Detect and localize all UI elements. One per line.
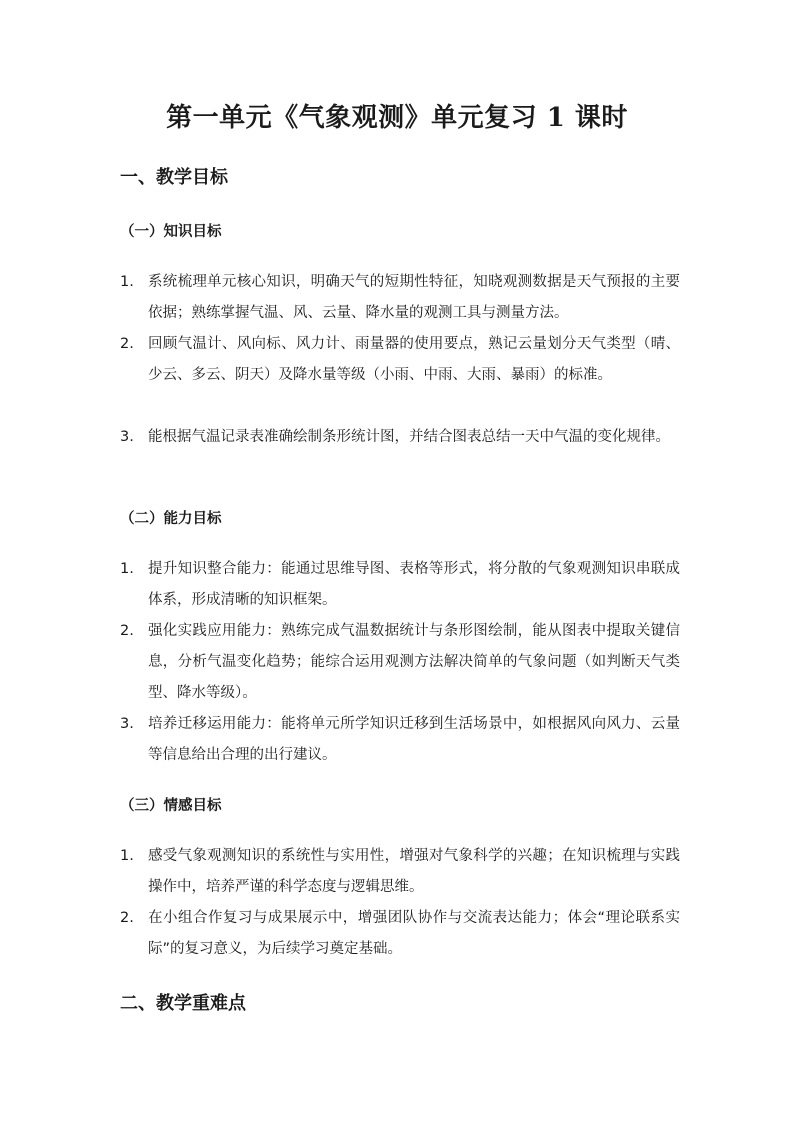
subheading-emotional-goals: （三）情感目标 [120, 797, 222, 814]
list-item-number: 3. [120, 716, 134, 732]
list-item [120, 422, 680, 453]
section-heading-teaching-goals: 一、教学目标 [120, 167, 228, 188]
list-item-text: 回顾气温计、风向标、风力计、雨量器的使用要点，熟记云量划分天气类型（晴、少云、多云、阴天）及降水量等级（小雨、中雨、大雨、暴雨）的标准。 [148, 336, 680, 383]
subheading-ability-goals: （二）能力目标 [120, 510, 222, 527]
list-item-number: 2. [120, 910, 134, 926]
list-item-number: 1. [120, 561, 134, 577]
list-item [120, 616, 680, 709]
list-item [120, 554, 680, 616]
list-item [120, 903, 680, 965]
list-item-number: 2. [120, 623, 134, 639]
subheading-knowledge-goals: （一）知识目标 [120, 223, 222, 240]
list-item-text: 能根据气温记录表准确绘制条形统计图，并结合图表总结一天中气温的变化规律。 [148, 429, 670, 445]
list-item-text: 提升知识整合能力：能通过思维导图、表格等形式，将分散的气象观测知识串联成体系，形成清晰的知识框架。 [148, 561, 680, 608]
list-item-number: 1. [120, 274, 134, 290]
list-item [120, 329, 680, 391]
list-item-text: 培养迁移运用能力：能将单元所学知识迁移到生活场景中，如根据风向风力、云量等信息给出合理的出行建议。 [148, 716, 680, 763]
list-item-text: 感受气象观测知识的系统性与实用性，增强对气象科学的兴趣；在知识梳理与实践操作中，培养严谨的科学态度与逻辑思维。 [148, 848, 680, 895]
list-item-text: 系统梳理单元核心知识，明确天气的短期性特征，知晓观测数据是天气预报的主要依据；熟练掌握气温、风、云量、降水量的观测工具与测量方法。 [148, 274, 680, 321]
document-title: 第一单元《气象观测》单元复习 1 课时 [166, 103, 628, 133]
list-item-text: 在小组合作复习与成果展示中，增强团队协作与交流表达能力；体会“理论联系实际”的复习意义，为后续学习奠定基础。 [148, 910, 680, 957]
section-heading-key-difficulties: 二、教学重难点 [120, 993, 246, 1014]
list-item-number: 2. [120, 336, 134, 352]
list-item [120, 841, 680, 903]
list-item-number: 3. [120, 429, 134, 445]
list-item-text: 强化实践应用能力：熟练完成气温数据统计与条形图绘制，能从图表中提取关键信息，分析气温变化趋势；能综合运用观测方法解决简单的气象问题（如判断天气类型、降水等级）。 [148, 623, 680, 701]
list-item-number: 1. [120, 848, 134, 864]
list-item [120, 267, 680, 329]
list-item [120, 709, 680, 771]
